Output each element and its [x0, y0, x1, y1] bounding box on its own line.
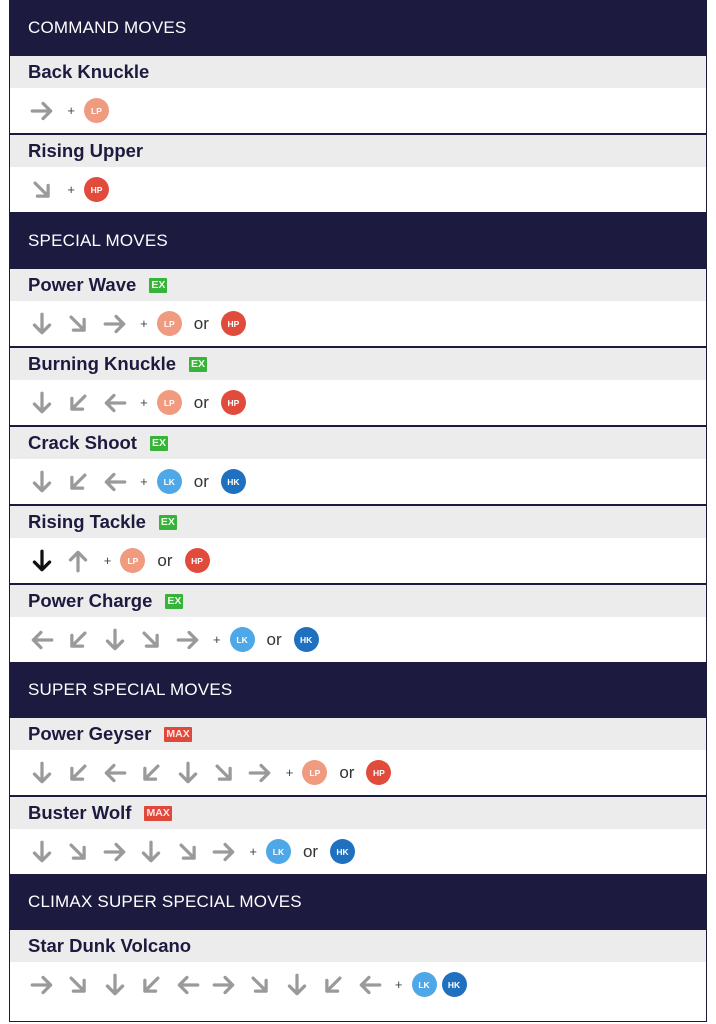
hp-button-icon: HP [84, 177, 109, 202]
arrow-right-icon [29, 98, 55, 124]
arrow-down-right-icon [247, 972, 273, 998]
or-separator: or [193, 313, 209, 333]
or-separator: or [339, 762, 355, 782]
input-row [10, 301, 706, 346]
lp-button-icon: LP [302, 760, 327, 785]
plus-sign: + [103, 553, 112, 568]
plus-sign: + [394, 977, 403, 992]
move-name: Power Charge [28, 590, 153, 611]
arrow-right-icon [102, 839, 128, 865]
hp-button-icon: HP [221, 390, 246, 415]
ex-badge: EX [151, 436, 166, 449]
arrow-right-icon [211, 839, 237, 865]
lk-button-icon: LK [157, 469, 182, 494]
move-name-row [10, 348, 706, 380]
move-name: Star Dunk Volcano [28, 935, 192, 956]
move-name: Back Knuckle [28, 61, 150, 82]
input-row [10, 750, 706, 795]
lp-button-icon: LP [120, 548, 145, 573]
arrow-down-icon [102, 627, 128, 653]
plus-sign: + [140, 316, 148, 331]
lp-button-icon: LP [157, 311, 182, 336]
arrow-down-left-icon [320, 972, 346, 998]
hk-button-icon: HK [221, 469, 246, 494]
arrow-down-icon [29, 839, 55, 865]
lp-button-icon: LP [157, 390, 182, 415]
or-separator: or [193, 471, 209, 491]
move-name: Rising Tackle [28, 511, 146, 532]
arrow-right-icon [247, 760, 273, 786]
arrow-down-icon [29, 760, 55, 786]
plus-sign: + [67, 182, 75, 197]
input-row [10, 962, 706, 1007]
ex-badge: EX [191, 357, 206, 370]
plus-sign: + [140, 395, 148, 410]
arrow-down-icon [102, 972, 128, 998]
move-name: Power Wave [28, 274, 137, 295]
move-name: Burning Knuckle [28, 353, 177, 374]
input-row [10, 167, 706, 212]
input-row [10, 538, 706, 583]
arrow-down-right-icon [175, 839, 201, 865]
arrow-down-left-icon [138, 972, 164, 998]
hp-button-icon: HP [366, 760, 391, 785]
plus-sign: + [212, 632, 221, 647]
arrow-right-icon [102, 311, 128, 337]
move-name: Power Geyser [28, 723, 152, 744]
arrow-down-icon [138, 839, 164, 865]
arrow-down-left-icon [138, 760, 164, 786]
hk-button-icon: HK [442, 972, 467, 997]
hk-button-icon: HK [330, 839, 355, 864]
ex-badge: EX [167, 594, 182, 607]
move-name: Rising Upper [28, 140, 144, 161]
arrow-down-right-icon [65, 839, 91, 865]
hp-button-icon: HP [185, 548, 210, 573]
arrow-down-right-icon [29, 177, 55, 203]
input-row [10, 617, 706, 662]
arrow-right-icon [29, 972, 55, 998]
arrow-down-left-icon [65, 760, 91, 786]
plus-sign: + [285, 765, 294, 780]
max-badge: MAX [146, 806, 170, 819]
arrow-down-icon [175, 760, 201, 786]
arrow-left-icon [29, 627, 55, 653]
arrow-down-icon [29, 311, 55, 337]
move-name-row [10, 506, 706, 538]
lk-button-icon: LK [230, 627, 255, 652]
plus-sign: + [249, 844, 257, 859]
plus-sign: + [140, 474, 148, 489]
arrow-down-icon [29, 390, 55, 416]
arrow-down-hold-icon [29, 548, 55, 574]
arrow-down-right-icon [211, 760, 237, 786]
move-name-row [10, 797, 706, 829]
move-name-row [10, 585, 706, 617]
or-separator: or [193, 392, 209, 412]
ex-badge: EX [151, 278, 166, 291]
input-row [10, 829, 706, 874]
arrow-up-icon [65, 548, 91, 574]
lk-button-icon: LK [266, 839, 291, 864]
arrow-left-icon [102, 760, 128, 786]
or-separator: or [157, 550, 173, 570]
arrow-left-icon [102, 469, 128, 495]
section-header: CLIMAX SUPER SPECIAL MOVES [10, 874, 706, 930]
section-header: SUPER SPECIAL MOVES [10, 662, 706, 718]
arrow-down-left-icon [65, 469, 91, 495]
input-row [10, 380, 706, 425]
arrow-left-icon [175, 972, 201, 998]
arrow-down-right-icon [65, 311, 91, 337]
arrow-down-icon [284, 972, 310, 998]
move-name: Buster Wolf [28, 802, 132, 823]
ex-badge: EX [160, 515, 175, 528]
section-header: SPECIAL MOVES [10, 212, 706, 269]
arrow-right-icon [211, 972, 237, 998]
move-name-row [10, 269, 706, 301]
move-name-row [10, 930, 706, 962]
arrow-down-right-icon [65, 972, 91, 998]
move-name-row [10, 427, 706, 459]
hk-button-icon: HK [294, 627, 319, 652]
hp-button-icon: HP [221, 311, 246, 336]
lk-button-icon: LK [412, 972, 437, 997]
arrow-left-icon [357, 972, 383, 998]
plus-sign: + [67, 103, 75, 118]
max-badge: MAX [166, 727, 190, 740]
arrow-right-icon [175, 627, 201, 653]
arrow-down-left-icon [65, 390, 91, 416]
move-name-row [10, 56, 706, 88]
section-header: COMMAND MOVES [10, 0, 706, 56]
or-separator: or [302, 841, 319, 861]
or-separator: or [266, 629, 282, 649]
input-row [10, 459, 706, 504]
move-name-row [10, 135, 706, 167]
arrow-down-right-icon [138, 627, 164, 653]
lp-button-icon: LP [84, 98, 109, 123]
input-row [10, 88, 706, 133]
arrow-left-icon [102, 390, 128, 416]
move-name-row [10, 718, 706, 750]
arrow-down-left-icon [65, 627, 91, 653]
arrow-down-icon [29, 469, 55, 495]
move-list [9, 0, 707, 1022]
move-name: Crack Shoot [28, 432, 137, 453]
